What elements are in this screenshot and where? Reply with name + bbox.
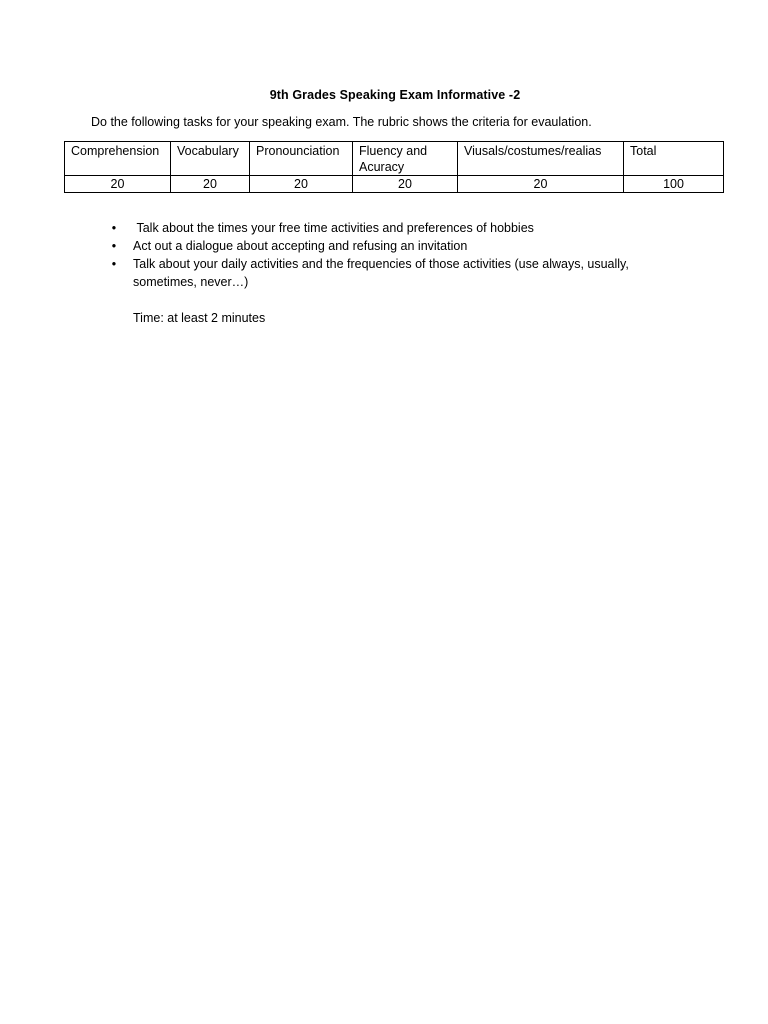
task-text: Talk about your daily activities and the frequencies of those activities (use always, usually, sometimes, never…) (133, 257, 629, 289)
rubric-score-cell: 20 (353, 176, 458, 193)
rubric-score-cell: 20 (65, 176, 171, 193)
rubric-table (64, 141, 724, 193)
task-text: Talk about the times your free time activities and preferences of hobbies (133, 221, 534, 235)
rubric-header-cell: Fluency and Acuracy (353, 142, 458, 176)
list-item (111, 237, 693, 255)
rubric-header-cell: Comprehension (65, 142, 171, 176)
rubric-header-cell: Viusals/costumes/realias (458, 142, 624, 176)
rubric-header-cell: Vocabulary (171, 142, 250, 176)
page-title: 9th Grades Speaking Exam Informative -2 (269, 88, 521, 102)
list-item (111, 219, 693, 237)
bullet-icon: • (111, 239, 117, 253)
rubric-header-cell: Pronounciation (250, 142, 353, 176)
rubric-header-cell: Total (624, 142, 724, 176)
rubric-score-cell: 20 (458, 176, 624, 193)
task-text: Act out a dialogue about accepting and refusing an invitation (133, 239, 468, 253)
rubric-header-row (65, 142, 724, 176)
rubric-score-row (65, 176, 724, 193)
instructions-text: Do the following tasks for your speaking exam. The rubric shows the criteria for evaulation. (91, 115, 592, 129)
rubric-score-cell: 100 (624, 176, 724, 193)
list-item (111, 255, 693, 291)
rubric-score-cell: 20 (171, 176, 250, 193)
time-note: Time: at least 2 minutes (133, 311, 266, 325)
task-list (111, 219, 693, 291)
bullet-icon: • (111, 257, 117, 271)
bullet-icon: • (111, 221, 117, 235)
rubric-score-cell: 20 (250, 176, 353, 193)
